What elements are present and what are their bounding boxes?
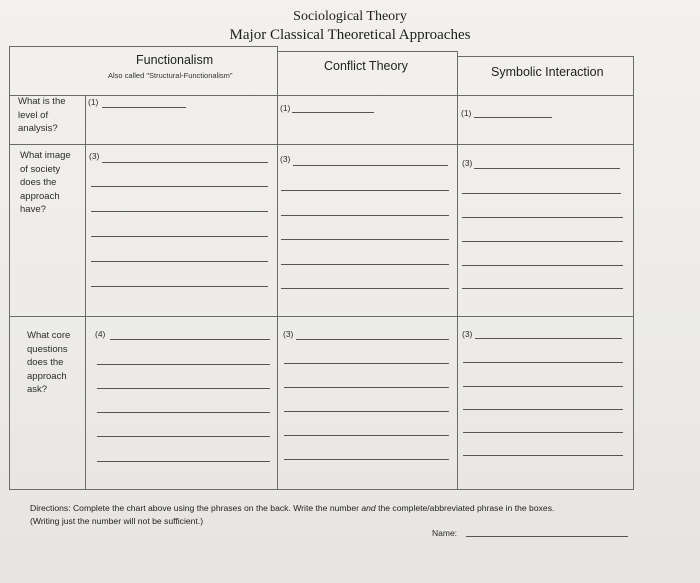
- answer-number: (4): [95, 329, 106, 339]
- answer-line[interactable]: [463, 409, 623, 410]
- answer-line[interactable]: [292, 112, 374, 113]
- answer-line[interactable]: [463, 362, 623, 363]
- answer-number: (1): [461, 108, 472, 118]
- column-divider: [457, 95, 458, 490]
- answer-line[interactable]: [462, 193, 621, 194]
- answer-line[interactable]: [462, 217, 623, 218]
- name-label: Name:: [432, 528, 458, 538]
- answer-line[interactable]: [462, 241, 623, 242]
- answer-line[interactable]: [474, 168, 620, 169]
- answer-line[interactable]: [102, 162, 268, 163]
- worksheet-subtitle: Major Classical Theoretical Approaches: [229, 27, 471, 43]
- column-heading-conflict: Conflict Theory: [324, 59, 408, 73]
- answer-number: (1): [88, 97, 99, 107]
- question-line: What core: [27, 330, 71, 341]
- directions-suffix: the complete/abbreviated phrase in the boxes.: [375, 503, 555, 513]
- answer-line[interactable]: [462, 265, 623, 266]
- row-question-level: [18, 95, 66, 136]
- question-line: have?: [20, 204, 46, 215]
- answer-line[interactable]: [91, 211, 268, 212]
- directions-prefix: Directions: Complete the chart above using the phrases on the back. Write the number: [30, 503, 362, 513]
- answer-line[interactable]: [97, 436, 270, 437]
- answer-number: (3): [283, 329, 294, 339]
- question-line: analysis?: [18, 123, 58, 134]
- answer-line[interactable]: [91, 186, 268, 187]
- row-question-core: [27, 329, 70, 397]
- row-divider: [9, 144, 634, 145]
- answer-line[interactable]: [91, 286, 268, 287]
- answer-line[interactable]: [281, 190, 449, 191]
- answer-line[interactable]: [97, 364, 270, 365]
- question-line: questions: [27, 343, 68, 355]
- row-divider: [9, 316, 634, 317]
- worksheet-title: Sociological Theory: [293, 9, 407, 24]
- answer-number: (3): [280, 154, 291, 164]
- answer-line[interactable]: [281, 215, 449, 216]
- answer-number: (3): [462, 158, 473, 168]
- answer-line[interactable]: [475, 338, 622, 339]
- question-line: of society: [20, 163, 61, 175]
- question-line: What image: [20, 150, 71, 161]
- answer-number: (1): [280, 103, 291, 113]
- question-line: approach: [27, 370, 67, 382]
- answer-line[interactable]: [463, 455, 623, 456]
- answer-line[interactable]: [463, 386, 623, 387]
- answer-line[interactable]: [91, 236, 268, 237]
- table-body-frame: [9, 95, 634, 490]
- answer-line[interactable]: [102, 107, 186, 108]
- answer-line[interactable]: [110, 339, 270, 340]
- answer-line[interactable]: [284, 363, 449, 364]
- column-divider: [277, 95, 278, 490]
- question-line: does the: [27, 357, 64, 368]
- answer-line[interactable]: [281, 264, 449, 265]
- header-cell-conflict: [277, 51, 458, 96]
- column-note-functionalism: Also called "Structural-Functionalism": [108, 71, 233, 80]
- column-divider: [85, 95, 86, 490]
- directions-note: (Writing just the number will not be sufficient.): [30, 516, 204, 526]
- answer-line[interactable]: [97, 412, 270, 413]
- answer-line[interactable]: [281, 239, 449, 240]
- row-question-image: [20, 149, 71, 217]
- directions-emphasis: and: [361, 503, 376, 513]
- answer-line[interactable]: [281, 288, 449, 289]
- question-line: level of: [18, 109, 49, 121]
- answer-line[interactable]: [462, 288, 623, 289]
- question-line: What is the: [18, 96, 66, 107]
- question-line: approach: [20, 190, 60, 202]
- column-heading-functionalism: Functionalism: [136, 53, 214, 67]
- answer-line[interactable]: [296, 339, 449, 340]
- answer-line[interactable]: [284, 387, 449, 388]
- answer-line[interactable]: [474, 117, 552, 118]
- name-field[interactable]: [466, 536, 628, 537]
- directions-text: [30, 502, 630, 528]
- question-line: ask?: [27, 384, 48, 395]
- answer-number: (3): [89, 151, 100, 161]
- answer-line[interactable]: [284, 435, 449, 436]
- answer-line[interactable]: [463, 432, 623, 433]
- answer-number: (3): [462, 329, 473, 339]
- question-line: does the: [20, 177, 57, 188]
- answer-line[interactable]: [293, 165, 448, 166]
- answer-line[interactable]: [284, 411, 449, 412]
- answer-line[interactable]: [97, 461, 270, 462]
- answer-line[interactable]: [97, 388, 270, 389]
- answer-line[interactable]: [91, 261, 268, 262]
- answer-line[interactable]: [284, 459, 449, 460]
- column-heading-symbolic: Symbolic Interaction: [491, 65, 604, 79]
